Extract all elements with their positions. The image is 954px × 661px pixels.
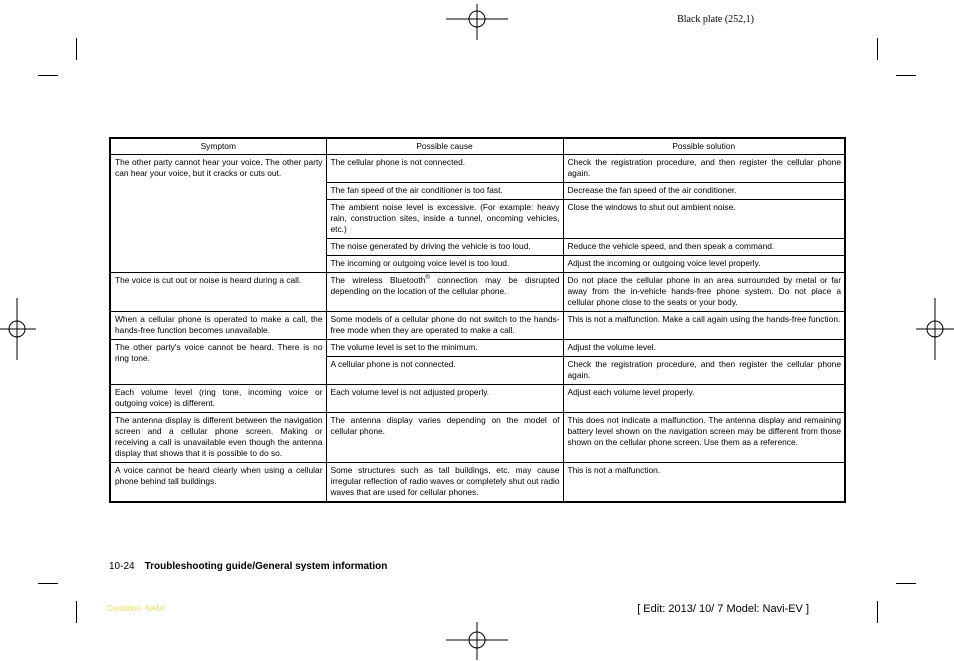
solution-cell: This is not a malfunction.	[563, 463, 845, 503]
solution-cell: Do not place the cellular phone in an area surrounded by metal or far away from the in-vehicle hands-free phone system. Do not place a cellular phone close to the seats or your body.	[563, 273, 845, 312]
cause-cell: Some models of a cellular phone do not switch to the hands-free mode when they are operated to make a call.	[326, 312, 563, 340]
page-footer	[109, 561, 387, 572]
symptom-cell: The voice is cut out or noise is heard during a call.	[110, 273, 326, 312]
header-possible-solution: Possible solution	[563, 138, 845, 155]
solution-cell: Close the windows to shut out ambient noise.	[563, 200, 845, 239]
registration-mark-left-icon	[0, 298, 36, 360]
plate-label: Black plate (252,1)	[677, 14, 754, 25]
cause-cell: The cellular phone is not connected.	[326, 155, 563, 183]
solution-cell: Reduce the vehicle speed, and then speak a command.	[563, 239, 845, 256]
cause-text-post: connection may be disrupted depending on the location of the cellular phone.	[330, 275, 560, 296]
table-row	[110, 155, 845, 183]
symptom-cell: When a cellular phone is operated to make a call, the hands-free function becomes unavailable.	[110, 312, 326, 340]
solution-cell: This does not indicate a malfunction. The antenna display and remaining battery level shown on the navigation screen may be different from those shown on the cellular phone screen. Use them as a reference.	[563, 413, 845, 463]
troubleshooting-table	[109, 137, 846, 503]
cause-cell: Some structures such as tall buildings, etc. may cause irregular reflection of radio waves or completely shut out radio waves that are used for cellular phones.	[326, 463, 563, 503]
condition-label: Condition: NAM/	[107, 604, 166, 613]
table-row	[110, 273, 845, 312]
registration-mark-bottom-icon	[446, 622, 508, 660]
solution-cell: This is not a malfunction. Make a call again using the hands-free function.	[563, 312, 845, 340]
page-number: 10-24	[109, 561, 135, 572]
symptom-cell: The other party cannot hear your voice. The other party can hear your voice, but it cracks or cuts out.	[110, 155, 326, 273]
table-row	[110, 413, 845, 463]
crop-mark-bottom-right-h	[896, 583, 916, 584]
cause-cell: The noise generated by driving the vehicle is too loud.	[326, 239, 563, 256]
solution-cell: Check the registration procedure, and then register the cellular phone again.	[563, 357, 845, 385]
solution-cell: Decrease the fan speed of the air conditioner.	[563, 183, 845, 200]
symptom-cell: The other party's voice cannot be heard. There is no ring tone.	[110, 340, 326, 385]
solution-cell: Adjust the incoming or outgoing voice level properly.	[563, 256, 845, 273]
cause-cell: Each volume level is not adjusted properly.	[326, 385, 563, 413]
symptom-cell: Each volume level (ring tone, incoming voice or outgoing voice) is different.	[110, 385, 326, 413]
solution-cell: Check the registration procedure, and then register the cellular phone again.	[563, 155, 845, 183]
crop-mark-top-right-h	[896, 75, 916, 76]
edit-info: [ Edit: 2013/ 10/ 7 Model: Navi-EV ]	[637, 603, 809, 615]
registered-mark: ®	[425, 275, 430, 282]
crop-mark-bottom-left-v	[76, 601, 77, 623]
header-symptom: Symptom	[110, 138, 326, 155]
cause-text-pre: The wireless Bluetooth	[330, 275, 426, 285]
crop-mark-top-right-v	[877, 38, 878, 60]
header-possible-cause: Possible cause	[326, 138, 563, 155]
cause-cell: The ambient noise level is excessive. (For example: heavy rain, construction sites, inside a tunnel, oncoming vehicles, etc.)	[326, 200, 563, 239]
cause-cell: A cellular phone is not connected.	[326, 357, 563, 385]
cause-cell	[326, 273, 563, 312]
section-title: Troubleshooting guide/General system information	[144, 561, 388, 572]
registration-mark-top-icon	[446, 4, 508, 40]
solution-cell: Adjust the volume level.	[563, 340, 845, 357]
table-row	[110, 312, 845, 340]
crop-mark-bottom-right-v	[877, 601, 878, 623]
table-row	[110, 340, 845, 357]
symptom-cell: A voice cannot be heard clearly when using a cellular phone behind tall buildings.	[110, 463, 326, 503]
table-row	[110, 385, 845, 413]
crop-mark-bottom-left-h	[38, 583, 58, 584]
table-row	[110, 463, 845, 503]
table-header-row	[110, 138, 845, 155]
cause-cell: The antenna display varies depending on the model of cellular phone.	[326, 413, 563, 463]
crop-mark-top-left-v	[76, 38, 77, 60]
registration-mark-right-icon	[916, 298, 954, 360]
crop-mark-top-left-h	[38, 75, 58, 76]
solution-cell: Adjust each volume level properly.	[563, 385, 845, 413]
cause-cell: The fan speed of the air conditioner is too fast.	[326, 183, 563, 200]
cause-cell: The incoming or outgoing voice level is too loud.	[326, 256, 563, 273]
cause-cell: The volume level is set to the minimum.	[326, 340, 563, 357]
symptom-cell: The antenna display is different between the navigation screen and a cellular phone screen. Making or receiving a call is unavailable even though the antenna display that shows that it is possible to do so.	[110, 413, 326, 463]
